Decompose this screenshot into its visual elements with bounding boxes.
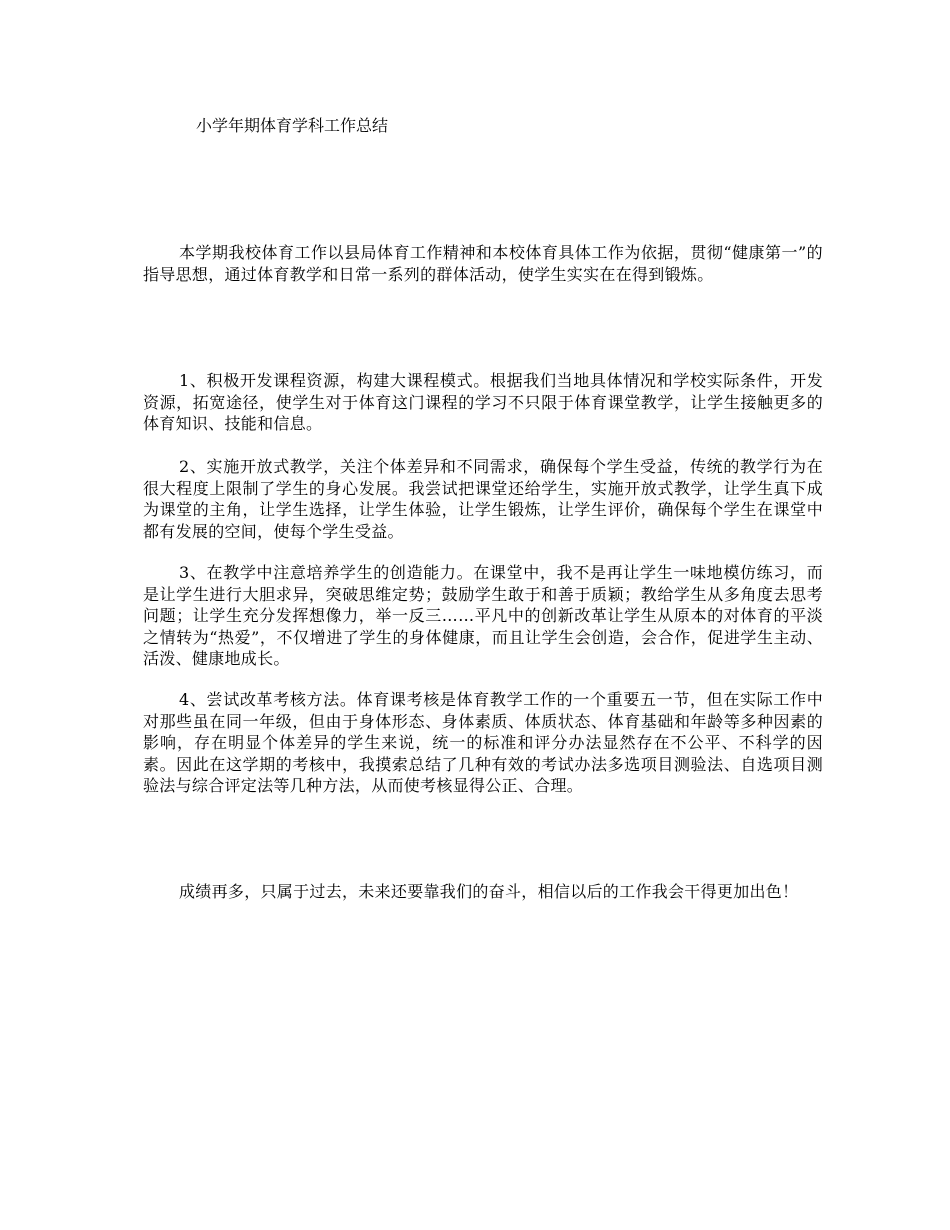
item-paragraph-2: 2、实施开放式教学，关注个体差异和不同需求，确保每个学生受益，传统的教学行为在很大程度上限制了学生的身心发展。我尝试把课堂还给学生，实施开放式教学，让学生真下成为课堂的主角，让学生选择，让学生体验，让学生锻炼，让学生评价，确保每个学生在课堂中都有发展的空间，使每个学生受益。 bbox=[143, 457, 823, 541]
item-paragraph-3: 3、在教学中注意培养学生的创造能力。在课堂中，我不是再让学生一味地模仿练习，而是让学生进行大胆求异，突破思维定势；鼓励学生敢于和善于质颖；教给学生从多角度去思考问题；让学生充分发挥想像力，举一反三……平凡中的创新改革让学生从原本的对体育的平淡之情转为“热爱”，不仅增进了学生的身体健康，而且让学生会创造，会合作，促进学生主动、活泼、健康地成长。 bbox=[143, 563, 823, 668]
intro-paragraph: 本学期我校体育工作以县局体育工作精神和本校体育具体工作为依据，贯彻“健康第一”的指导思想，通过体育教学和日常一系列的群体活动，使学生实实在在得到锻炼。 bbox=[143, 243, 823, 284]
item-paragraph-4: 4、尝试改革考核方法。体育课考核是体育教学工作的一个重要五一节，但在实际工作中对那些虽在同一年级，但由于身体形态、身体素质、体质状态、体育基础和年龄等多种因素的影响，存在明显个体差异的学生来说，统一的标准和评分办法显然存在不公平、不科学的因素。因此在这学期的考核中，我摸索总结了几种有效的考试办法多选项目测验法、自选项目测验法与综合评定法等几种方法，从而使考核显得公正、合理。 bbox=[143, 690, 823, 795]
document-title: 小学年期体育学科工作总结 bbox=[196, 116, 389, 135]
item-paragraph-1: 1、积极开发课程资源，构建大课程模式。根据我们当地具体情况和学校实际条件，开发资源，拓宽途径，使学生对于体育这门课程的学习不只限于体育课堂教学，让学生接触更多的体育知识、技能和信息。 bbox=[143, 371, 823, 433]
closing-paragraph: 成绩再多，只属于过去，未来还要靠我们的奋斗，相信以后的工作我会干得更加出色！ bbox=[179, 882, 799, 901]
